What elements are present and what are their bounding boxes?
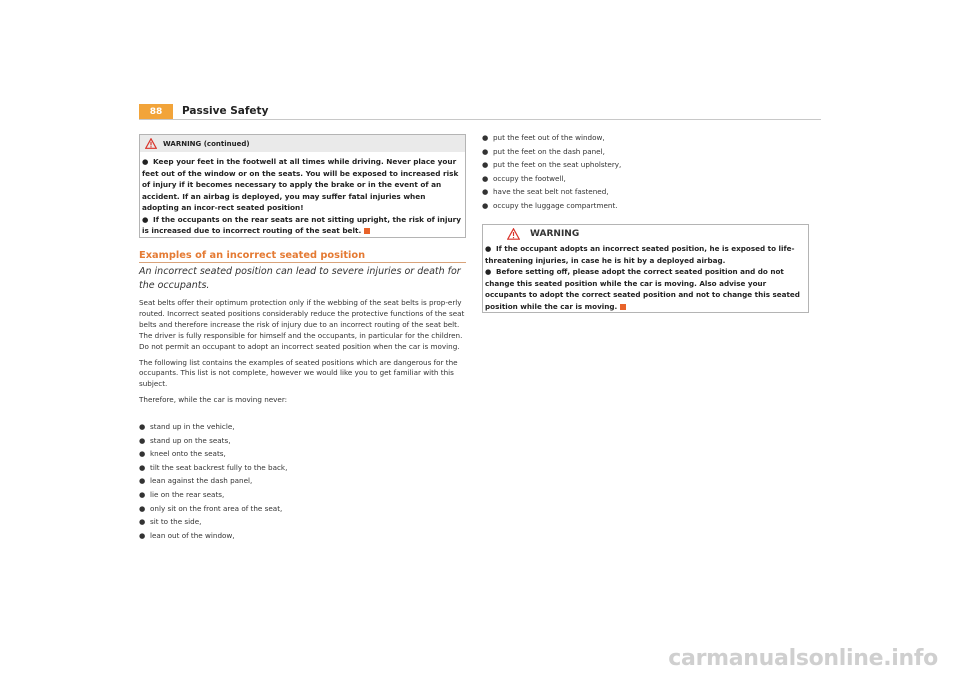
warning-continued-header: [140, 135, 465, 152]
list-item: ● sit to the side,: [139, 515, 287, 529]
bullet-icon: ●: [139, 517, 146, 527]
warning-continued-box: [139, 134, 466, 238]
list-item: ● only sit on the front area of the seat,: [139, 502, 287, 516]
page-header-title: Passive Safety: [182, 105, 269, 117]
paragraph: Therefore, while the car is moving never:: [139, 395, 288, 405]
header-divider: [139, 119, 821, 120]
bullet-icon: ●: [142, 214, 149, 224]
warning-triangle-icon: [145, 138, 157, 149]
watermark: carmanualsonline.info: [668, 646, 938, 671]
warning-header: [483, 225, 808, 242]
section-end-icon: [364, 228, 370, 234]
bullet-icon: ●: [482, 187, 489, 197]
bullet-icon: ●: [485, 267, 492, 276]
section-body: [139, 298, 469, 411]
bullet-icon: ●: [482, 133, 489, 142]
incorrect-positions-list-left: [139, 420, 287, 542]
list-item: ● have the seat belt not fastened,: [482, 185, 621, 199]
list-item: ● put the feet on the dash panel,: [482, 145, 621, 159]
bullet-icon: ●: [139, 530, 146, 540]
bullet-icon: ●: [482, 173, 489, 183]
bullet-icon: ●: [485, 244, 492, 253]
list-item: ● occupy the footwell,: [482, 172, 621, 186]
list-item: ● stand up in the vehicle,: [139, 420, 287, 434]
warning-continued-item: ● Keep your feet in the footwell at all times while driving. Never place your feet out of the window or on the seats. You will be exposed to increased risk of injury if it becomes necessary to apply the brake or in the event of an accident. If an airbag is deployed, you may suffer fatal injuries when adopting an incor-rect seated position!: [142, 157, 459, 212]
bullet-icon: ●: [139, 503, 146, 513]
paragraph: The following list contains the examples of seated positions which are dangerous for the occupants. This list is not complete, however we would like you to get familiar with this subject.: [139, 357, 458, 389]
bullet-icon: ●: [139, 422, 146, 431]
list-item: ● tilt the seat backrest fully to the back,: [139, 461, 287, 475]
section-lead: An incorrect seated position can lead to severe injuries or death for the occupants.: [139, 266, 461, 291]
warning-item: ● Before setting off, please adopt the correct seated position and do not change this seated position while the car is moving. Also advise your occupants to adopt the correct seated position and not to change this seated position while the car is moving.: [485, 267, 800, 311]
section-title: Examples of an incorrect seated position: [139, 250, 366, 261]
warning-continued-item: ● If the occupants on the rear seats are not sitting upright, the risk of injury is increased due to incorrect routing of the seat belt.: [142, 214, 462, 235]
bullet-icon: ●: [139, 462, 146, 472]
list-item: ● put the feet out of the window,: [482, 131, 621, 145]
list-item: ● occupy the luggage compartment.: [482, 199, 621, 213]
warning-triangle-icon: [507, 228, 520, 240]
list-item: ● lie on the rear seats,: [139, 488, 287, 502]
list-item: ● lean against the dash panel,: [139, 474, 287, 488]
list-item: ● stand up on the seats,: [139, 434, 287, 448]
bullet-icon: ●: [482, 200, 489, 210]
bullet-icon: ●: [139, 435, 146, 445]
page-number-tab: 88: [139, 104, 173, 119]
warning-box: [482, 224, 809, 313]
section-end-icon: [620, 304, 626, 310]
warning-continued-title: WARNING (continued): [163, 139, 250, 148]
list-item: ● kneel onto the seats,: [139, 447, 287, 461]
list-item: ● lean out of the window,: [139, 529, 287, 543]
paragraph: Seat belts offer their optimum protection only if the webbing of the seat belts is prop-erly routed. Incorrect seated positions considerably reduce the protective functions of the seat belts and therefore increase the risk of injury due to an incorrect routing of the seat belt. The driver is fully responsible for himself and the occupants, in particular for the children. Do not permit an occupant to adopt an incorrect seated position when the car is moving.: [139, 298, 465, 351]
bullet-icon: ●: [482, 146, 489, 156]
bullet-icon: ●: [142, 157, 149, 166]
bullet-icon: ●: [139, 489, 146, 499]
list-item: ● put the feet on the seat upholstery,: [482, 158, 621, 172]
warning-item: ● If the occupant adopts an incorrect seated position, he is exposed to life-threatening injuries, in case he is hit by a deployed airbag.: [485, 244, 795, 265]
section-divider: [139, 262, 466, 263]
warning-title: WARNING: [530, 228, 580, 239]
incorrect-positions-list-right: [482, 131, 621, 213]
bullet-icon: ●: [139, 449, 146, 459]
bullet-icon: ●: [482, 160, 489, 170]
bullet-icon: ●: [139, 476, 146, 486]
